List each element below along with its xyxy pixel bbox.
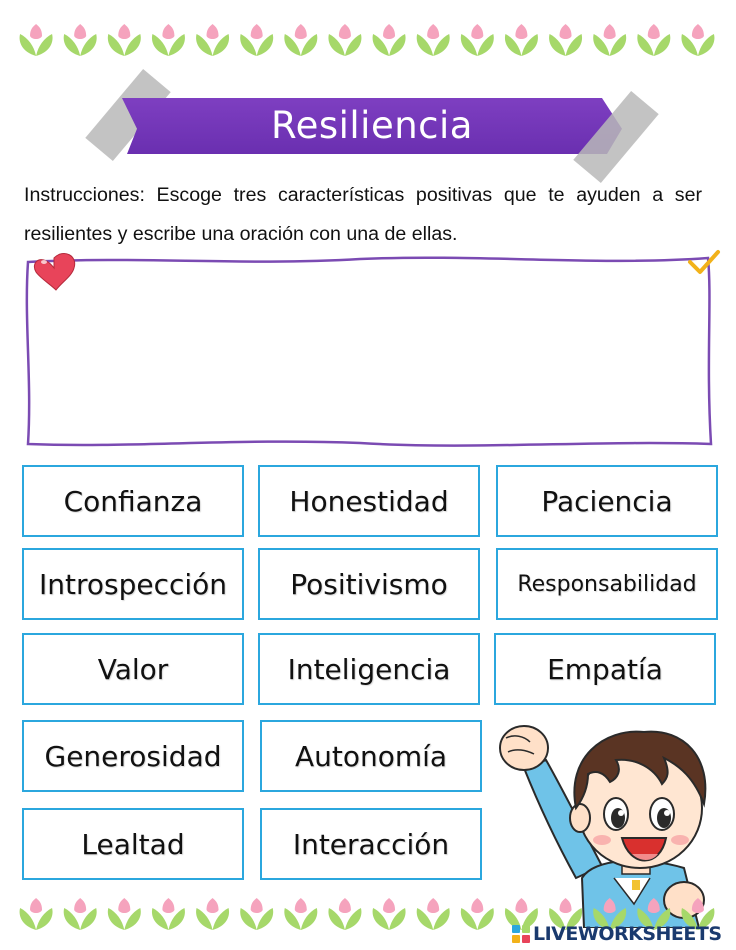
word-box-generosidad[interactable]: Generosidad [22, 720, 244, 792]
liveworksheets-logo-icon [512, 925, 530, 943]
tulip-icon [240, 898, 273, 930]
tulip-icon [64, 898, 97, 930]
word-box-introspeccion[interactable]: Introspección [22, 548, 244, 620]
tulip-icon [417, 898, 450, 930]
watermark-text: LIVEWORKSHEETS [533, 923, 722, 945]
cheering-boy-illustration [484, 708, 724, 928]
tulip-icon [461, 898, 494, 930]
tulip-icon [20, 898, 53, 930]
word-box-empatia[interactable]: Empatía [494, 633, 716, 705]
word-box-confianza[interactable]: Confianza [22, 465, 244, 537]
liveworksheets-watermark [512, 922, 722, 946]
tulip-icon [328, 898, 361, 930]
tulip-icon [108, 898, 141, 930]
tulip-icon [196, 898, 229, 930]
word-box-paciencia[interactable]: Paciencia [496, 465, 718, 537]
tulip-icon [284, 898, 317, 930]
word-box-interaccion[interactable]: Interacción [260, 808, 482, 880]
raised-fist [500, 726, 548, 770]
word-box-inteligencia[interactable]: Inteligencia [258, 633, 480, 705]
sentence-answer-field[interactable] [40, 272, 700, 436]
word-box-honestidad[interactable]: Honestidad [258, 465, 480, 537]
word-box-lealtad[interactable]: Lealtad [22, 808, 244, 880]
word-box-positivismo[interactable]: Positivismo [258, 548, 480, 620]
word-box-responsabilidad[interactable]: Responsabilidad [496, 548, 718, 620]
tulip-icon [152, 898, 185, 930]
page-title: Resiliencia [271, 104, 473, 147]
word-box-autonomia[interactable]: Autonomía [260, 720, 482, 792]
instructions-text: Instrucciones: Escoge tres características positivas que te ayuden a ser resilientes y escribe una oración con una de ellas. [24, 184, 702, 245]
word-box-valor[interactable]: Valor [22, 633, 244, 705]
tulip-icon [373, 898, 406, 930]
